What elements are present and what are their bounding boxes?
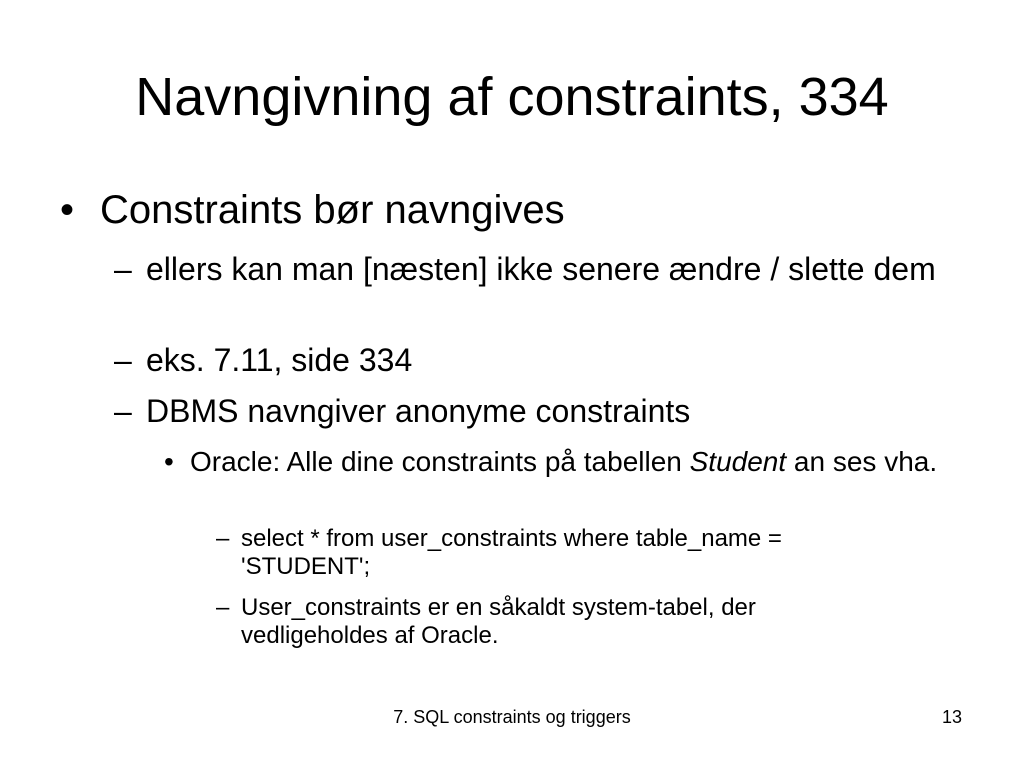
footer-text: 7. SQL constraints og triggers (393, 707, 631, 727)
bullet-marker: • (60, 188, 75, 232)
text-before: Oracle: Alle dine constraints på tabellen (190, 446, 690, 477)
dash-marker: – (216, 594, 230, 621)
sub-sub-bullet-item (164, 446, 944, 478)
level4-text: select * from user_constraints where table_name = 'STUDENT'; (241, 525, 782, 580)
level4-item (216, 525, 896, 581)
dash-marker: – (114, 342, 132, 378)
sub-bullet-item (114, 341, 954, 379)
sub-sub-bullet-text (190, 446, 944, 478)
level4-item (216, 594, 896, 650)
emphasis-text: Student (689, 446, 787, 477)
dash-marker: – (114, 393, 132, 429)
sub-bullet-text: DBMS navngiver anonyme constraints (146, 393, 691, 429)
sub-bullet-text: eks. 7.11, side 334 (146, 342, 413, 378)
dash-marker: – (216, 525, 230, 552)
bullet-text: Constraints bør navngives (100, 188, 565, 232)
sub-bullet-item (114, 392, 954, 430)
level4-text: User_constraints er en såkaldt system-tabel, der vedligeholdes af Oracle. (241, 594, 756, 649)
dash-marker: – (114, 251, 132, 287)
slide-title: Navngivning af constraints, 334 (135, 67, 889, 127)
sub-bullet-text: ellers kan man [næsten] ikke senere ændre / slette dem (146, 251, 936, 287)
bullet-marker: • (164, 446, 174, 477)
bullet-item (60, 187, 960, 233)
text-after: an ses vha. (786, 446, 938, 477)
sub-bullet-item (114, 250, 954, 288)
page-number: 13 (941, 707, 962, 727)
